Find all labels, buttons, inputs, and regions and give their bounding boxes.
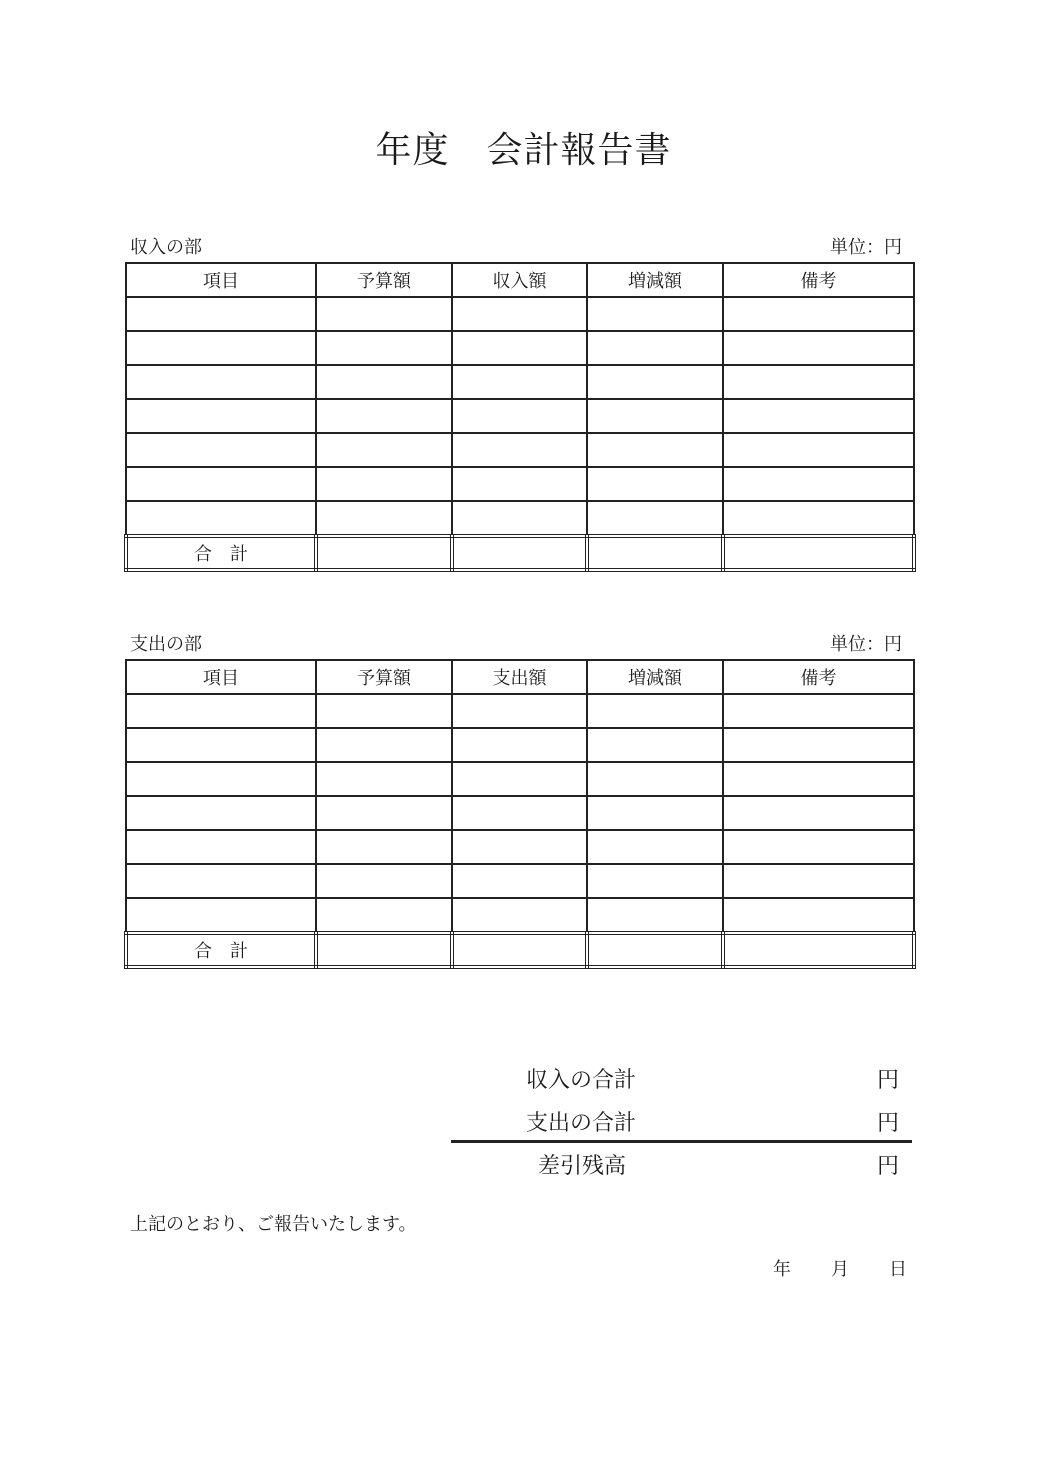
input-cell[interactable] (452, 433, 587, 467)
input-cell[interactable] (452, 728, 587, 762)
income-total-summary-label: 収入の合計 (526, 1068, 637, 1093)
input-cell[interactable] (723, 331, 914, 365)
income-section-label: 収入の部 (130, 237, 202, 258)
closing-text: 上記のとおり、ご報告いたします。 (130, 1214, 417, 1235)
input-cell[interactable] (723, 365, 914, 399)
input-cell[interactable] (587, 365, 723, 399)
input-cell[interactable] (452, 933, 587, 967)
expense-unit-label: 単位：円 (830, 634, 902, 655)
income-total-label: 合 計 (126, 536, 316, 570)
input-cell[interactable] (316, 501, 452, 536)
table-row (126, 467, 914, 501)
input-cell[interactable] (316, 536, 452, 570)
input-cell[interactable] (723, 933, 914, 967)
input-cell[interactable] (316, 796, 452, 830)
income-header-change: 増減額 (587, 263, 723, 297)
input-cell[interactable] (723, 864, 914, 898)
input-cell[interactable] (723, 728, 914, 762)
input-cell[interactable] (587, 898, 723, 933)
income-table (124, 262, 916, 572)
input-cell[interactable] (126, 331, 316, 365)
income-total-row (126, 536, 914, 570)
input-cell[interactable] (587, 433, 723, 467)
input-cell[interactable] (452, 864, 587, 898)
date-day: 日 (889, 1259, 907, 1280)
input-cell[interactable] (316, 762, 452, 796)
input-cell[interactable] (587, 467, 723, 501)
table-row (126, 898, 914, 933)
input-cell[interactable] (126, 365, 316, 399)
input-cell[interactable] (316, 331, 452, 365)
table-row (126, 365, 914, 399)
input-cell[interactable] (723, 694, 914, 728)
input-cell[interactable] (316, 933, 452, 967)
input-cell[interactable] (723, 796, 914, 830)
income-total-yen: 円 (877, 1068, 900, 1093)
table-row (126, 297, 914, 331)
input-cell[interactable] (587, 297, 723, 331)
expense-header-amount: 支出額 (452, 660, 587, 694)
expense-table (124, 659, 916, 969)
input-cell[interactable] (452, 365, 587, 399)
input-cell[interactable] (126, 728, 316, 762)
table-row (126, 399, 914, 433)
input-cell[interactable] (126, 433, 316, 467)
input-cell[interactable] (452, 331, 587, 365)
balance-yen: 円 (877, 1154, 900, 1179)
expense-header-change: 増減額 (587, 660, 723, 694)
input-cell[interactable] (587, 501, 723, 536)
income-header-amount: 収入額 (452, 263, 587, 297)
input-cell[interactable] (587, 331, 723, 365)
date-month: 月 (831, 1259, 849, 1280)
input-cell[interactable] (316, 467, 452, 501)
input-cell[interactable] (723, 467, 914, 501)
expense-total-summary-label: 支出の合計 (526, 1111, 637, 1136)
input-cell[interactable] (316, 399, 452, 433)
input-cell[interactable] (452, 694, 587, 728)
income-header-notes: 備考 (723, 263, 914, 297)
table-row (126, 501, 914, 536)
input-cell[interactable] (126, 694, 316, 728)
input-cell[interactable] (316, 365, 452, 399)
income-header-budget: 予算額 (316, 263, 452, 297)
input-cell[interactable] (723, 433, 914, 467)
input-cell[interactable] (587, 762, 723, 796)
input-cell[interactable] (723, 399, 914, 433)
input-cell[interactable] (316, 694, 452, 728)
income-unit-label: 単位：円 (830, 237, 902, 258)
table-row (126, 728, 914, 762)
input-cell[interactable] (316, 297, 452, 331)
input-cell[interactable] (587, 536, 723, 570)
input-cell[interactable] (316, 433, 452, 467)
document-title: 年度 会計報告書 (375, 130, 672, 171)
input-cell[interactable] (723, 762, 914, 796)
expense-header-budget: 予算額 (316, 660, 452, 694)
expense-header-row (126, 660, 914, 694)
table-row (126, 796, 914, 830)
expense-total-row (126, 933, 914, 967)
expense-header-item: 項目 (126, 660, 316, 694)
input-cell[interactable] (316, 898, 452, 933)
table-row (126, 694, 914, 728)
input-cell[interactable] (126, 762, 316, 796)
input-cell[interactable] (126, 297, 316, 331)
balance-label: 差引残高 (538, 1154, 627, 1179)
input-cell[interactable] (126, 796, 316, 830)
input-cell[interactable] (126, 501, 316, 536)
input-cell[interactable] (126, 467, 316, 501)
input-cell[interactable] (587, 830, 723, 864)
input-cell[interactable] (723, 501, 914, 536)
input-cell[interactable] (587, 399, 723, 433)
input-cell[interactable] (723, 536, 914, 570)
input-cell[interactable] (452, 762, 587, 796)
input-cell[interactable] (587, 728, 723, 762)
input-cell[interactable] (452, 796, 587, 830)
expense-total-label: 合 計 (126, 933, 316, 967)
input-cell[interactable] (587, 796, 723, 830)
input-cell[interactable] (587, 933, 723, 967)
expense-header-notes: 備考 (723, 660, 914, 694)
expense-total-yen: 円 (877, 1111, 900, 1136)
input-cell[interactable] (316, 728, 452, 762)
input-cell[interactable] (316, 830, 452, 864)
input-cell[interactable] (126, 864, 316, 898)
input-cell[interactable] (452, 399, 587, 433)
table-row (126, 762, 914, 796)
input-cell[interactable] (723, 830, 914, 864)
input-cell[interactable] (452, 898, 587, 933)
date-year: 年 (773, 1259, 791, 1280)
table-row (126, 830, 914, 864)
input-cell[interactable] (452, 536, 587, 570)
summary-divider (451, 1140, 912, 1143)
input-cell[interactable] (723, 297, 914, 331)
income-header-item: 項目 (126, 263, 316, 297)
input-cell[interactable] (126, 898, 316, 933)
input-cell[interactable] (452, 297, 587, 331)
input-cell[interactable] (587, 694, 723, 728)
income-header-row (126, 263, 914, 297)
input-cell[interactable] (452, 830, 587, 864)
input-cell[interactable] (452, 467, 587, 501)
input-cell[interactable] (126, 830, 316, 864)
input-cell[interactable] (587, 864, 723, 898)
table-row (126, 864, 914, 898)
input-cell[interactable] (126, 399, 316, 433)
table-row (126, 433, 914, 467)
expense-section-label: 支出の部 (130, 634, 202, 655)
input-cell[interactable] (723, 898, 914, 933)
input-cell[interactable] (452, 501, 587, 536)
table-row (126, 331, 914, 365)
input-cell[interactable] (316, 864, 452, 898)
